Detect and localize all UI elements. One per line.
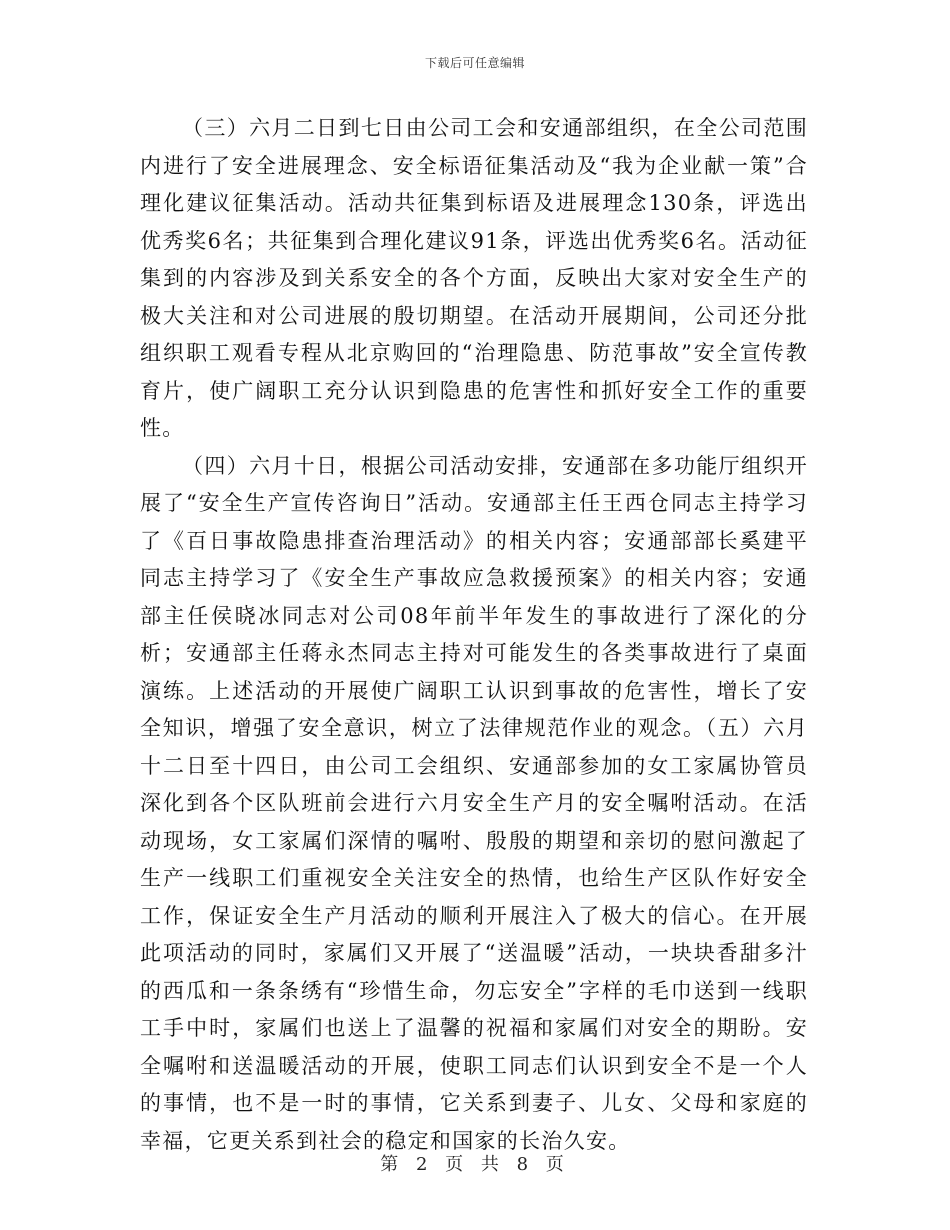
paragraph-three: （三）六月二日到七日由公司工会和安通部组织，在全公司范围内进行了安全进展理念、安全标语征集活动及“我为企业献一策”合理化建议征集活动。活动共征集到标语及进展理念130条，评选出优秀奖6名；共征集到合理化建议91条，评选出优秀奖6名。活动征集到的内容涉及到关系安全的各个方面，反映出大家对安全生产的极大关注和对公司进展的殷切期望。在活动开展期间，公司还分批组织职工观看专程从北京购回的“治理隐患、防范事故”安全宣传教育片，使广阔职工充分认识到隐患的危害性和抓好安全工作的重要性。	[140, 116, 808, 440]
page-number-footer: 第 2 页 共 8 页	[380, 1154, 570, 1175]
document-body	[140, 110, 808, 1160]
paragraph-four: （四）六月十日，根据公司活动安排，安通部在多功能厅组织开展了“安全生产宣传咨询日”活动。安通部主任王西仓同志主持学习了《百日事故隐患排查治理活动》的相关内容；安通部部长奚建平同志主持学习了《安全生产事故应急救援预案》的相关内容；安通部主任侯晓冰同志对公司08年前半年发生的事故进行了深化的分析；安通部主任蒋永杰同志主持对可能发生的各类事故进行了桌面演练。上述活动的开展使广阔职工认识到事故的危害性，增长了安全知识，增强了安全意识，树立了法律规范作业的观念。（五）六月十二日至十四日，由公司工会组织、安通部参加的女工家属协管员深化到各个区队班前会进行六月安全生产月的安全嘱咐活动。在活动现场，女工家属们深情的嘱咐、殷殷的期望和亲切的慰问激起了生产一线职工们重视安全关注安全的热情，也给生产区队作好安全工作，保证安全生产月活动的顺利开展注入了极大的信心。在开展此项活动的同时，家属们又开展了“送温暖”活动，一块块香甜多汁的西瓜和一条条绣有“珍惜生命，勿忘安全”字样的毛巾送到一线职工手中时，家属们也送上了温馨的祝福和家属们对安全的期盼。安全嘱咐和送温暖活动的开展，使职工同志们认识到安全不是一个人的事情，也不是一时的事情，它关系到妻子、儿女、父母和家庭的幸福，它更关系到社会的稳定和国家的长治久安。	[140, 453, 808, 1153]
page-header: 下载后可任意编辑	[424, 56, 525, 70]
